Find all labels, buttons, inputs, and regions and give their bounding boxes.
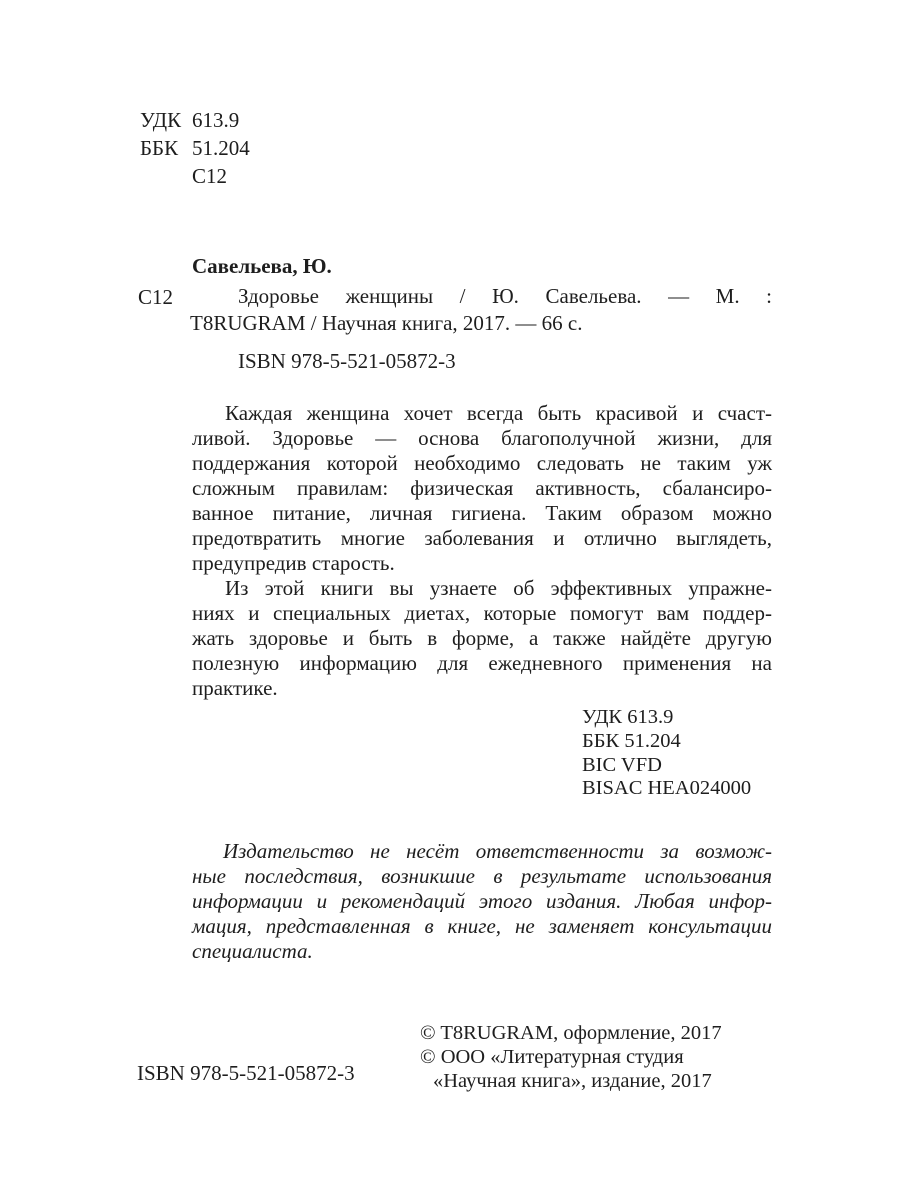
- text-line: ванное питание, личная гигиена. Таким образом можно: [192, 501, 772, 525]
- author-heading: Савельева, Ю.: [192, 254, 332, 278]
- isbn-bottom: ISBN 978-5-521-05872-3: [137, 1061, 355, 1085]
- text-line: ные последствия, возникшие в результате использования: [192, 864, 772, 888]
- classification-block: [140, 106, 250, 190]
- copyright-block: [420, 1021, 722, 1093]
- text-line: предотвратить многие заболевания и отлично выглядеть,: [192, 526, 772, 550]
- catalog-card-code: С12: [138, 285, 174, 309]
- text-line: © ООО «Литературная студия: [420, 1046, 684, 1068]
- annotation-block: [192, 401, 772, 701]
- isbn-top: ISBN 978-5-521-05872-3: [238, 349, 456, 373]
- text-line: практике.: [192, 676, 278, 700]
- bbk-value: 51.204: [192, 136, 250, 160]
- annotation-paragraph-1: [192, 401, 772, 576]
- text-line: ливой. Здоровье — основа благополучной жизни, для: [192, 426, 772, 450]
- text-line: T8RUGRAM / Научная книга, 2017. — 66 с.: [190, 311, 583, 335]
- classification-row-udk: [140, 106, 250, 134]
- udk-label: УДК: [140, 108, 182, 132]
- text-line: Издательство не несёт ответственности за возмож-: [223, 839, 772, 863]
- text-line: Из этой книги вы узнаете об эффективных упражне-: [225, 576, 772, 600]
- authorsign-value: С12: [192, 164, 228, 188]
- text-line: BIC VFD: [582, 753, 662, 776]
- disclaimer-paragraph: [192, 839, 772, 964]
- text-line: предупредив старость.: [192, 551, 395, 575]
- text-line: сложным правилам: физическая активность, сбалансиро-: [192, 476, 772, 500]
- text-line: поддержания которой необходимо следовать не таким уж: [192, 451, 772, 475]
- text-line: «Научная книга», издание, 2017: [433, 1070, 712, 1092]
- catalog-card-description: [190, 283, 772, 337]
- text-line: ББК 51.204: [582, 729, 681, 752]
- text-line: специалиста.: [192, 939, 313, 963]
- text-line: полезную информацию для ежедневного применения на: [192, 651, 772, 675]
- classification-row-authorsign: [140, 162, 250, 190]
- text-line: мация, представленная в книге, не заменяет консультации: [192, 914, 772, 938]
- classification-row-bbk: [140, 134, 250, 162]
- text-line: Здоровье женщины / Ю. Савельева. — М. :: [238, 284, 772, 308]
- text-line: Каждая женщина хочет всегда быть красивой и счаст-: [225, 401, 772, 425]
- text-line: информации и рекомендаций этого издания. Любая инфор-: [192, 889, 772, 913]
- text-line: жать здоровье и быть в форме, а также найдёте другую: [192, 626, 772, 650]
- udk-value: 613.9: [192, 108, 240, 132]
- text-line: © T8RUGRAM, оформление, 2017: [420, 1022, 722, 1044]
- text-line: BISAC HEA024000: [582, 777, 752, 800]
- text-line: ниях и специальных диетах, которые помогут вам поддер-: [192, 601, 772, 625]
- codes-block: [582, 706, 751, 801]
- bbk-label: ББК: [140, 136, 179, 160]
- text-line: УДК 613.9: [582, 706, 674, 728]
- annotation-paragraph-2: [192, 576, 772, 701]
